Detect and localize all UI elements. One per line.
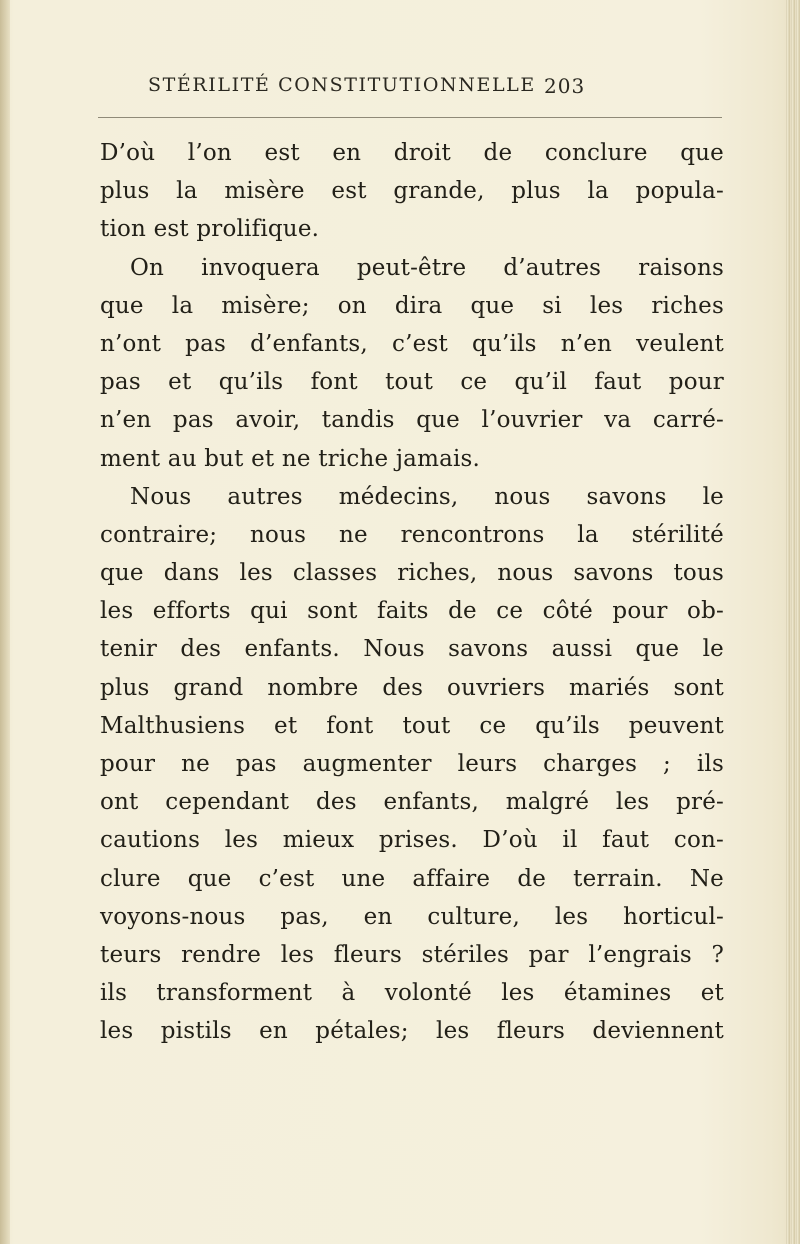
text-line: plus la misère est grande, plus la popula-: [100, 178, 724, 205]
text-line: tion est prolifique.: [100, 216, 320, 243]
text-line: tenir des enfants. Nous savons aussi que le: [100, 636, 724, 663]
text-line: contraire; nous ne rencontrons la stérilité: [100, 521, 724, 548]
text-line: Malthusiens et font tout ce qu’ils peuvent: [100, 712, 724, 739]
text-line: n’ont pas d’enfants, c’est qu’ils n’en veulent: [100, 330, 724, 357]
text-line: ils transforment à volonté les étamines et: [100, 980, 724, 1007]
text-line: que la misère; on dira que si les riches: [100, 292, 724, 319]
text-line: ment au but et ne triche jamais.: [100, 445, 481, 472]
text-line: Nous autres médecins, nous savons le: [130, 483, 724, 510]
page-edge: [786, 0, 800, 1244]
text-line: clure que c’est une affaire de terrain. Ne: [100, 865, 724, 892]
text-line: On invoquera peut-être d’autres raisons: [130, 254, 724, 281]
text-line: les efforts qui sont faits de ce côté pour ob-: [100, 598, 724, 625]
body-text: [100, 134, 724, 1051]
text-line: ont cependant des enfants, malgré les pré-: [100, 789, 724, 816]
text-line: pas et qu’ils font tout ce qu’il faut pour: [100, 369, 724, 396]
text-line: cautions les mieux prises. D’où il faut con-: [100, 827, 724, 854]
text-line: n’en pas avoir, tandis que l’ouvrier va carré-: [100, 407, 724, 434]
text-line: voyons-nous pas, en culture, les horticul-: [100, 903, 724, 930]
running-head: [0, 74, 800, 104]
page-number: 203: [544, 74, 586, 98]
text-line: D’où l’on est en droit de conclure que: [100, 140, 724, 166]
text-line: plus grand nombre des ouvriers mariés sont: [100, 674, 724, 701]
text-line: pour ne pas augmenter leurs charges ; ils: [100, 751, 724, 777]
text-line: les pistils en pétales; les fleurs deviennent: [100, 1018, 724, 1045]
page-gutter-shadow: [0, 0, 10, 1244]
running-title: STÉRILITÉ CONSTITUTIONNELLE: [148, 74, 536, 96]
text-line: teurs rendre les fleurs stériles par l’engrais ?: [100, 941, 724, 968]
text-line: que dans les classes riches, nous savons tous: [100, 560, 724, 587]
header-rule: [98, 117, 722, 118]
